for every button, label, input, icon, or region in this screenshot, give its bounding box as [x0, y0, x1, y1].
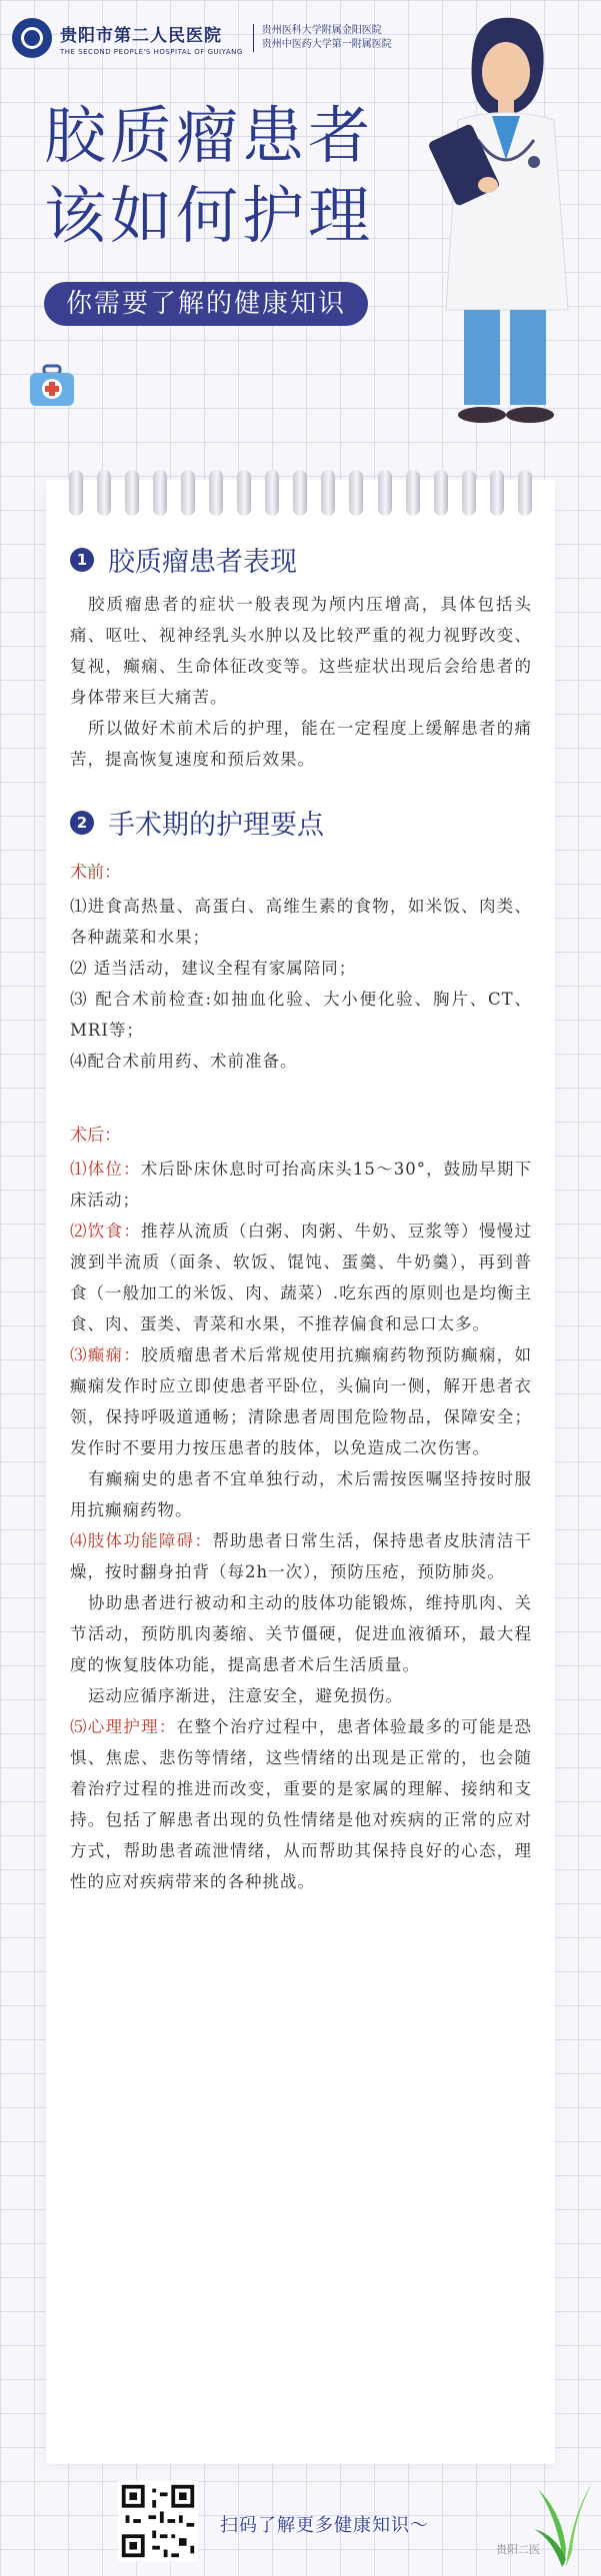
- paragraph: 运动应循序渐进，注意安全，避免损伤。: [88, 1686, 403, 1705]
- hospital-emblem-icon: [12, 18, 52, 58]
- section-header-symptoms: [70, 540, 532, 579]
- plant-icon: [532, 2479, 596, 2569]
- list-item: ⑶ 配合术前检查:如抽血化验、大小便化验、胸片、CT、MRI等；: [70, 990, 532, 1040]
- preop-label: 术前：: [70, 863, 121, 883]
- item-label: ⑸心理护理：: [70, 1717, 177, 1736]
- paragraph: 有癫痫史的患者不宜单独行动，术后需按医嘱坚持按时服用抗癫痫药物。: [70, 1469, 532, 1519]
- list-item: ⑵ 适当活动，建议全程有家属陪同；: [70, 959, 357, 978]
- list-item: ⑴体位：术后卧床休息时可抬高床头15～30°，鼓励早期下床活动；: [70, 1160, 533, 1210]
- list-item: ⑷肢体功能障碍：帮助患者日常生活，保持患者皮肤清洁干燥，按时翻身拍背（每2h一次），预防压疮，预防肺炎。: [70, 1531, 533, 1581]
- list-item: ⑷配合术前用药、术前准备。: [70, 1052, 298, 1071]
- item-label: ⑶癫痫：: [70, 1345, 142, 1364]
- section-title: 胶质瘤患者表现: [108, 547, 297, 578]
- paragraph: 所以做好术前术后的护理，能在一定程度上缓解患者的痛苦，提高恢复速度和预后效果。: [70, 719, 532, 769]
- section-number: 2: [70, 811, 94, 835]
- paragraph: 胶质瘤患者的症状一般表现为颅内压增高，具体包括头痛、呕吐、视神经乳头水肿以及比较严重的视力视野改变、复视，癫痫、生命体征改变等。这些症状出现后会给患者的身体带来巨大痛苦。: [70, 595, 532, 707]
- list-item: ⑵饮食：推荐从流质（白粥、肉粥、牛奶、豆浆等）慢慢过渡到半流质（面条、软饭、馄饨、蛋羹、牛奶羹），再到普食（一般加工的米饭、肉、蔬菜）.吃东西的原则也是均衡主食、肉、蛋类、青菜和水果，不推荐偏食和忌口太多。: [70, 1222, 533, 1333]
- doctor-illustration: [418, 10, 588, 430]
- hospital-name-en: THE SECOND PEOPLE'S HOSPITAL OF GUIYANG: [60, 47, 243, 56]
- list-item: ⑶癫痫：胶质瘤患者术后常规使用抗癫痫药物预防癫痫，如癫痫发作时应立即使患者平卧位，头偏向一侧，解开患者衣领，保持呼吸道通畅；清除患者周围危险物品，保障安全；发作时不要用力按压患者的肢体，以免造成二次伤害。: [70, 1345, 533, 1457]
- hospital-logo: [12, 18, 392, 58]
- item-label: ⑴体位：: [70, 1160, 141, 1179]
- watermark: 贵阳二医: [496, 2543, 540, 2556]
- hospital-name: 贵阳市第二人民医院: [60, 25, 222, 46]
- item-label: ⑵饮食：: [70, 1222, 142, 1241]
- first-aid-kit-icon: [28, 364, 76, 408]
- notebook-rings: [46, 470, 555, 520]
- page-subtitle: 你需要了解的健康知识: [44, 282, 368, 326]
- footer: [0, 2471, 601, 2576]
- paragraph: 协助患者进行被动和主动的肢体功能锻炼，维持肌肉、关节活动，预防肌肉萎缩、关节僵硬，促进血液循环，最大程度的恢复肢体功能，提高患者术后生活质量。: [70, 1593, 532, 1674]
- page-title: 胶质瘤患者 该如何护理: [44, 99, 375, 252]
- item-label: ⑷肢体功能障碍：: [70, 1531, 213, 1550]
- section-number: 1: [70, 548, 94, 572]
- hospital-affiliations: 贵州医科大学附属金阳医院 贵州中医药大学第一附属医院: [253, 24, 392, 52]
- list-item: ⑴进食高热量、高蛋白、高维生素的食物，如米饭、肉类、各种蔬菜和水果；: [70, 897, 532, 947]
- qr-code-icon[interactable]: [118, 2481, 198, 2561]
- section-title: 手术期的护理要点: [108, 803, 324, 842]
- header: [0, 0, 601, 470]
- postop-label: 术后：: [70, 1126, 121, 1146]
- article-content: [70, 540, 532, 1897]
- scan-cta: 扫码了解更多健康知识～: [220, 2515, 429, 2536]
- section-header-perioperative: [70, 803, 532, 842]
- list-item: ⑸心理护理：在整个治疗过程中，患者体验最多的可能是恐惧、焦虑、悲伤等情绪，这些情绪的出现是正常的，也会随着治疗过程的推进而改变，重要的是家属的理解、接纳和支持。包括了解患者出现的负性情绪是他对疾病的正常的应对方式，帮助患者疏泄情绪，从而帮助其保持良好的心态，理性的应对疾病带来的各种挑战。: [70, 1717, 533, 1891]
